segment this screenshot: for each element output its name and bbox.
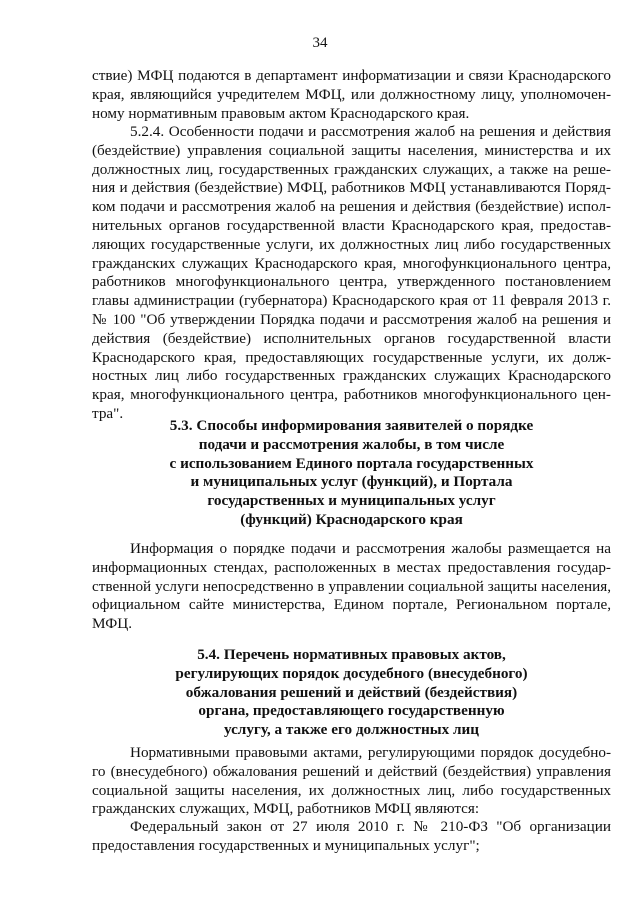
section-heading-5-4 xyxy=(92,646,611,740)
text-line: 5.2.4. Особенности подачи и рассмотрения жалоб на решения и действия xyxy=(130,123,611,140)
page-number: 34 xyxy=(312,35,328,51)
heading-line: с использованием Единого портала государственных xyxy=(169,454,534,472)
text-line: Федеральный закон от 27 июля 2010 г. № 210-ФЗ "Об организации xyxy=(130,818,611,835)
paragraph-5-4-acts xyxy=(92,744,611,819)
paragraph-continuation xyxy=(92,67,611,123)
text-line: ляющих государственные услуги, их должностных лиц либо государственных xyxy=(92,235,611,253)
paragraph-5-2-4 xyxy=(92,123,611,424)
paragraph-5-3-info xyxy=(92,540,611,634)
text-line: официальном сайте министерства, Едином портале, Региональном портале, xyxy=(92,596,611,614)
text-line: работников многофункционального центра, утвержденного постановлением xyxy=(92,273,611,291)
text-line: тра". xyxy=(92,404,124,422)
text-line: Нормативными правовыми актами, регулирующими порядок досудебно- xyxy=(130,744,611,761)
text-line: ствие) МФЦ подаются в департамент информатизации и связи Краснодарского xyxy=(92,67,611,84)
heading-line: подачи и рассмотрения жалобы, в том числе xyxy=(198,435,505,453)
text-line: края, являющийся учредителем МФЦ, или должностному лицу, уполномочен- xyxy=(92,85,611,103)
text-line: предоставления государственных и муниципальных услуг"; xyxy=(92,836,480,854)
text-line: Краснодарского края, предоставляющих государственные услуги, их долж- xyxy=(92,348,611,366)
text-line: действия (бездействие) исполнительных органов государственной власти xyxy=(92,329,611,347)
text-line: ком подачи и рассмотрения жалоб на решения и действия (бездействие) испол- xyxy=(92,198,611,216)
text-line: го (внесудебного) обжалования решений и действий (бездействия) управления xyxy=(92,762,611,780)
text-line: главы администрации (губернатора) Краснодарского края от 11 февраля 2013 г. xyxy=(92,292,611,310)
text-line: гражданских служащих, МФЦ, работников МФЦ являются: xyxy=(92,800,480,818)
heading-line: государственных и муниципальных услуг xyxy=(207,492,496,510)
text-line: должностных лиц, государственных гражданских служащих, а также на реше- xyxy=(92,160,611,178)
paragraph-federal-law xyxy=(92,818,611,856)
text-line: края, многофункционального центра, работников многофункционального цен- xyxy=(92,386,611,404)
heading-line: органа, предоставляющего государственную xyxy=(198,702,505,720)
heading-line: обжалования решений и действий (бездействия) xyxy=(185,683,518,701)
text-line: гражданских служащих Краснодарского края, многофункционального центра, xyxy=(92,254,611,272)
heading-line: и муниципальных услуг (функций), и Портала xyxy=(190,473,513,491)
text-line: информационных стендах, расположенных в местах предоставления государ- xyxy=(92,558,611,576)
heading-line: регулирующих порядок досудебного (внесудебного) xyxy=(175,664,528,682)
text-line: ностных лиц либо государственных гражданских служащих Краснодарского xyxy=(92,367,611,385)
text-line: № 100 "Об утверждении Порядка подачи и рассмотрения жалоб на решения и xyxy=(92,310,611,328)
heading-line: (функций) Краснодарского края xyxy=(240,510,463,528)
text-line: ственной услуги непосредственно в управлении социальной защиты населения, xyxy=(92,577,611,595)
heading-line: 5.3. Способы информирования заявителей о порядке xyxy=(169,417,534,434)
text-line: социальной защиты населения, их должностных лиц, либо государственных xyxy=(92,781,611,799)
text-line: Информация о порядке подачи и рассмотрения жалобы размещается на xyxy=(130,540,611,557)
text-line: нительных органов государственной власти Краснодарского края, предостав- xyxy=(92,216,611,234)
heading-line: услугу, а также его должностных лиц xyxy=(223,721,480,739)
section-heading-5-3 xyxy=(92,417,611,530)
text-line: (бездействие) управления социальной защиты населения, министерства и их xyxy=(92,141,611,159)
text-line: ному нормативным правовым актом Краснодарского края. xyxy=(92,104,470,122)
text-line: ния и действия (бездействие) МФЦ, работников МФЦ устанавливаются Поряд- xyxy=(92,179,611,197)
heading-line: 5.4. Перечень нормативных правовых актов, xyxy=(197,646,506,663)
text-line: МФЦ. xyxy=(92,615,133,633)
